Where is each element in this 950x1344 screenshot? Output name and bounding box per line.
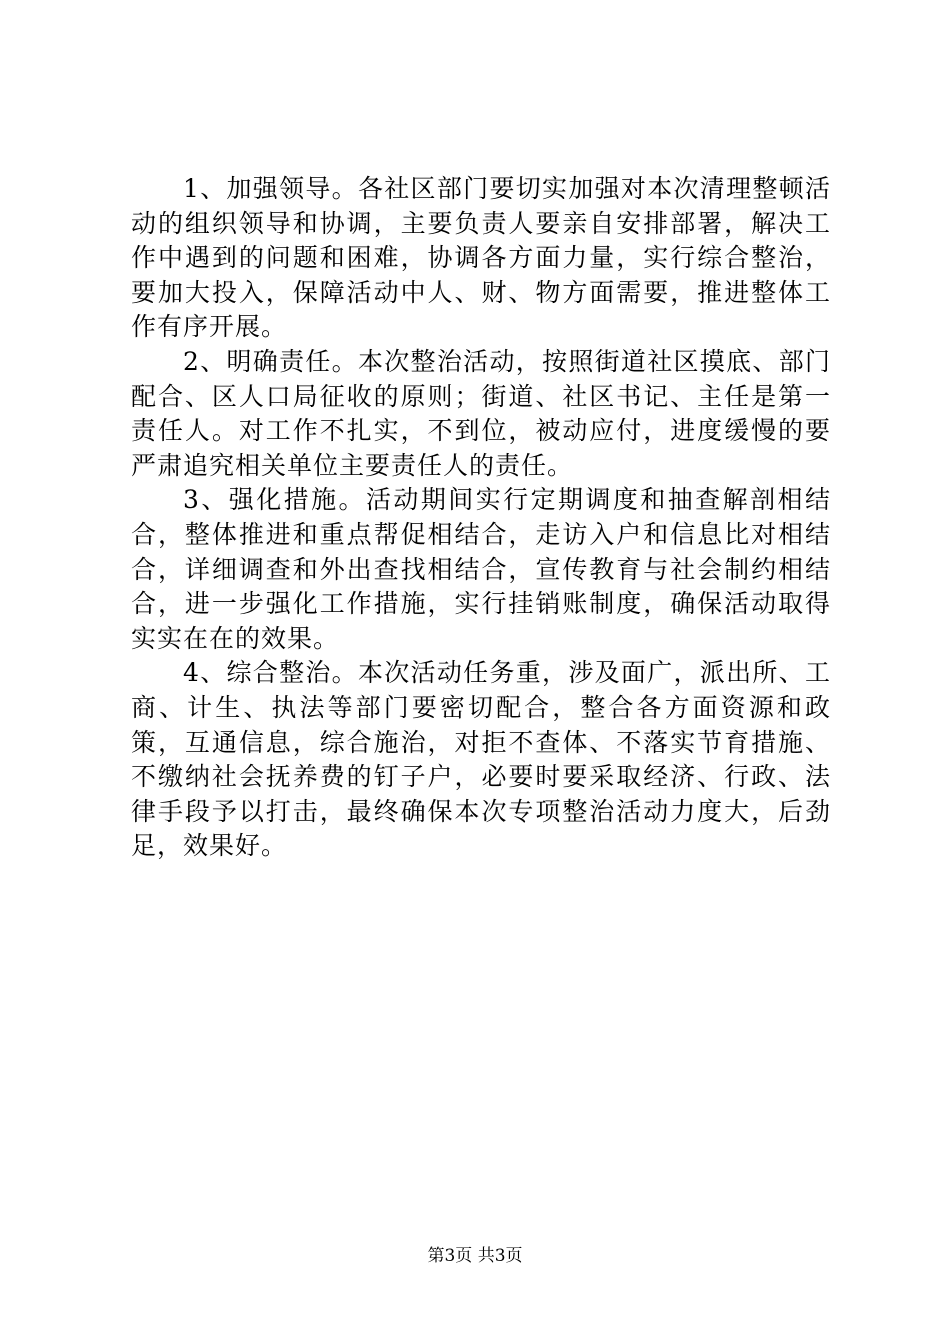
document-body — [131, 172, 831, 864]
paragraph-4: 4、综合整治。本次活动任务重，涉及面广，派出所、工商、计生、执法等部门要密切配合，整合各方面资源和政策，互通信息，综合施治，对拒不查体、不落实节育措施、不缴纳社会抚养费的钉子户，必要时要采取经济、行政、法律手段予以打击，最终确保本次专项整治活动力度大，后劲足，效果好。 — [131, 658, 831, 861]
paragraph-3: 3、强化措施。活动期间实行定期调度和抽查解剖相结合，整体推进和重点帮促相结合，走访入户和信息比对相结合，详细调查和外出查找相结合，宣传教育与社会制约相结合，进一步强化工作措施，实行挂销账制度，确保活动取得实实在在的效果。 — [131, 485, 831, 653]
paragraph-2: 2、明确责任。本次整治活动，按照街道社区摸底、部门配合、区人口局征收的原则；街道、社区书记、主任是第一责任人。对工作不扎实，不到位，被动应付，进度缓慢的要严肃追究相关单位主要责任人的责任。 — [131, 346, 831, 480]
paragraph-1: 1、加强领导。各社区部门要切实加强对本次清理整顿活动的组织领导和协调，主要负责人要亲自安排部署，解决工作中遇到的问题和困难，协调各方面力量，实行综合整治，要加大投入，保障活动中人、财、物方面需要，推进整体工作有序开展。 — [131, 174, 831, 342]
page-number-footer: 第3页 共3页 — [427, 1246, 523, 1266]
